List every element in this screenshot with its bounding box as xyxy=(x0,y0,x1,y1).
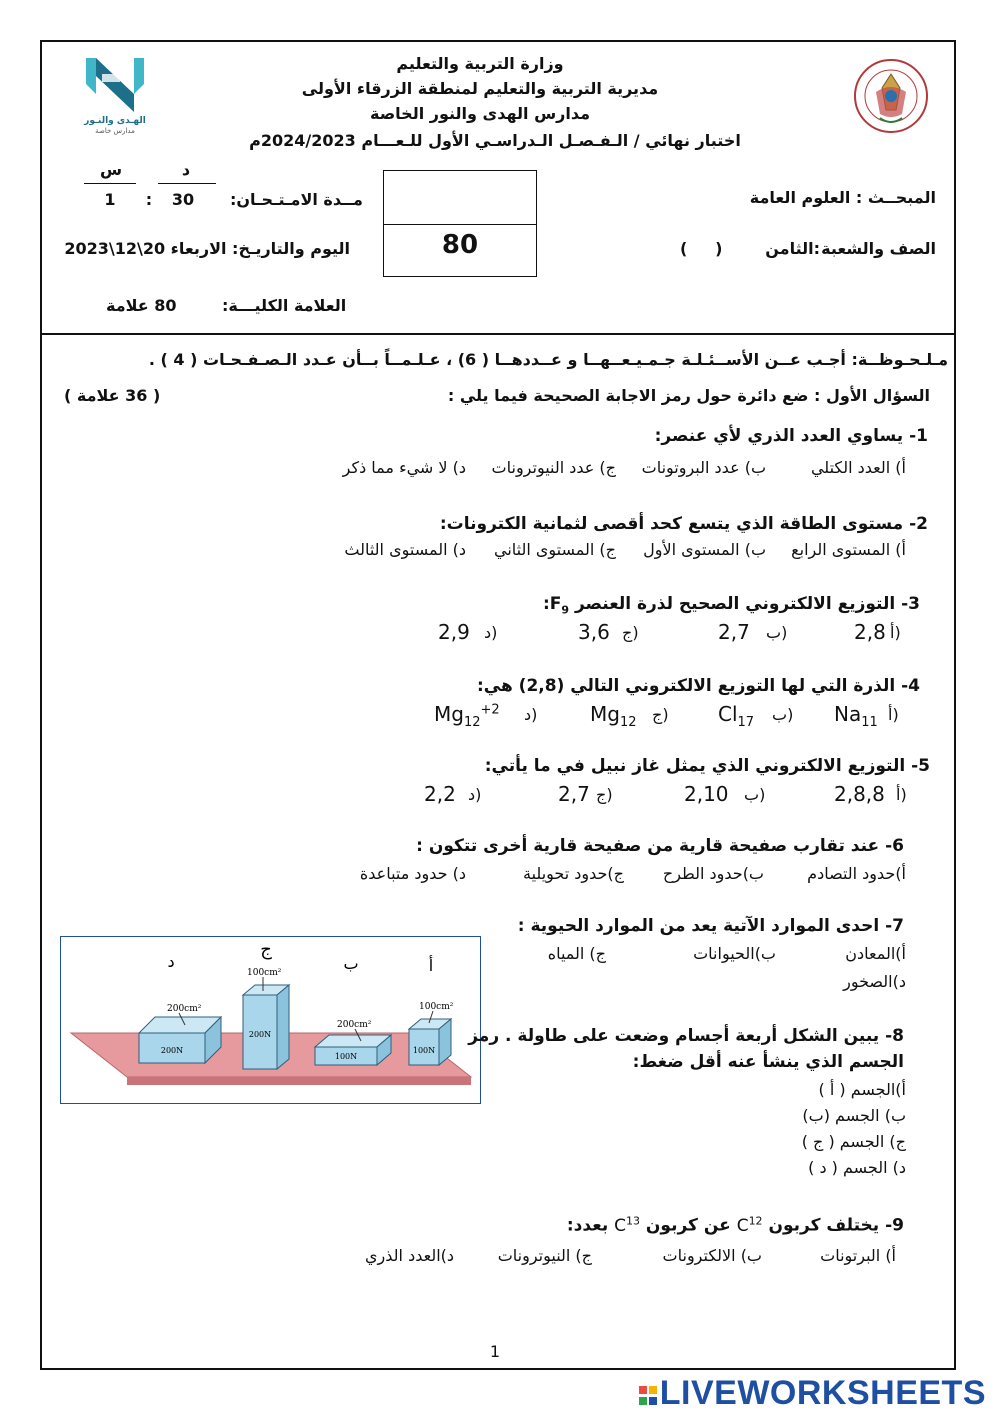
figure-label-b: ب xyxy=(343,954,359,973)
school-title: مدارس الهدى والنور الخاصة xyxy=(370,104,590,123)
ministry-title: وزارة التربية والتعليم xyxy=(396,54,564,73)
pressure-figure xyxy=(60,936,481,1104)
liveworksheets-logo[interactable] xyxy=(638,1374,986,1413)
q9-carbon12 xyxy=(737,1216,763,1236)
subject-label: المبحــث : العلوم العامة xyxy=(749,188,936,207)
q9-c13-symbol: C xyxy=(614,1215,626,1236)
area-a: 100cm² xyxy=(419,1002,454,1012)
q3-element xyxy=(549,594,570,617)
q6-title: 6- عند تقارب صفيحة قارية من صفيحة قارية أخرى تتكون : xyxy=(416,836,904,856)
q3-element-symbol: F xyxy=(549,594,562,614)
q8-option-d[interactable]: د) الجسم ( د ) xyxy=(808,1158,906,1177)
minutes-value: 30 xyxy=(171,190,195,209)
q4-a-symbol: Na xyxy=(834,702,862,726)
q9-title-start: 9- يختلف كربون xyxy=(762,1215,904,1236)
class-label: الصف والشعبة xyxy=(821,239,936,258)
figure-label-d: د xyxy=(167,952,175,971)
q9-c12-mass: 12 xyxy=(748,1214,763,1227)
q5-value-c[interactable]: 2,7 xyxy=(558,782,590,806)
q3-value-d[interactable]: 2,9 xyxy=(438,620,470,644)
q9-option-b[interactable]: ب) الالكترونات xyxy=(662,1246,762,1265)
q4-a-number: 11 xyxy=(861,715,878,730)
q1-option-a[interactable]: أ) العدد الكتلي xyxy=(810,458,906,477)
score-box-divider xyxy=(383,224,537,225)
area-b: 200cm² xyxy=(337,1020,372,1030)
q9-title-mid: عن كربون xyxy=(640,1215,737,1236)
q2-title: 2- مستوى الطاقة الذي يتسع كحد أقصى لثمانية الكترونات: xyxy=(439,514,928,534)
q3-label-b: ب) xyxy=(766,623,788,642)
q3-label-d: د) xyxy=(484,623,498,642)
section1-title: السؤال الأول : ضع دائرة حول رمز الاجابة الصحيحة فيما يلي : xyxy=(447,386,930,405)
q6-option-c[interactable]: ج)حدود تحويلية xyxy=(523,864,624,883)
q5-value-b[interactable]: 2,10 xyxy=(684,782,729,806)
q4-d-symbol: Mg xyxy=(434,702,464,726)
q4-d-number: 12 xyxy=(463,715,481,730)
brand-grid-icon xyxy=(638,1384,660,1406)
q1-option-d[interactable]: د) لا شيء مما ذكر xyxy=(342,458,466,477)
q8-title: 8- يبين الشكل أربعة أجسام وضعت على طاولة . رمز xyxy=(468,1026,904,1046)
q4-d-charge: +2 xyxy=(480,702,500,718)
figure-label-c: ج xyxy=(260,939,272,960)
area-c: 100cm² xyxy=(247,968,282,978)
school-logo-text: الهـدى والنـور xyxy=(84,116,146,126)
page-number: 1 xyxy=(489,1342,501,1361)
box-c xyxy=(243,985,289,1069)
q7-option-c[interactable]: ج) المياه xyxy=(547,944,606,963)
q4-label-b: ب) xyxy=(772,705,794,724)
hours-value: 1 xyxy=(104,190,116,209)
q5-value-d[interactable]: 2,2 xyxy=(424,782,456,806)
weight-c: 200N xyxy=(248,1030,272,1039)
minutes-rule xyxy=(158,183,216,184)
q3-value-a[interactable]: 2,8 xyxy=(854,620,886,644)
q9-option-c[interactable]: ج) النيوترونات xyxy=(497,1246,592,1265)
hours-heading: س xyxy=(100,160,123,179)
q4-label-a: أ) xyxy=(888,705,899,724)
q1-option-c[interactable]: ج) عدد النيوترونات xyxy=(491,458,616,477)
class-value: :الثامن xyxy=(765,239,820,258)
weight-b: 100N xyxy=(334,1052,358,1061)
q4-label-c: ج) xyxy=(652,705,669,724)
area-d: 200cm² xyxy=(167,1004,202,1014)
q7-option-a[interactable]: أ)المعادن xyxy=(845,944,906,963)
total-label: العلامة الكليـــة: xyxy=(222,296,347,315)
q4-b-symbol: Cl xyxy=(718,702,738,726)
q9-c13-mass: 13 xyxy=(626,1214,640,1227)
hours-rule xyxy=(84,183,136,184)
date-label: اليوم والتاريـخ: الاربعاء 20\12\2023 xyxy=(64,239,350,258)
weight-a: 100N xyxy=(412,1046,436,1055)
q9-option-a[interactable]: أ) البرتونات xyxy=(820,1246,896,1265)
figure-label-a: أ xyxy=(428,956,434,975)
q8-option-b[interactable]: ب) الجسم (ب) xyxy=(802,1106,906,1125)
q8-option-a[interactable]: أ)الجسم ( أ ) xyxy=(818,1080,906,1099)
q4-b-number: 17 xyxy=(737,715,755,730)
q4-option-c[interactable] xyxy=(590,702,637,730)
q3-element-number: 9 xyxy=(561,603,570,617)
time-colon: : xyxy=(145,190,153,209)
school-logo-subtext: مدارس خاصة xyxy=(95,127,135,135)
pressure-figure-svg xyxy=(61,937,479,1102)
q1-title: 1- يساوي العدد الذري لأي عنصر: xyxy=(654,426,928,446)
q7-title: 7- احدى الموارد الآتية يعد من الموارد الحيوية : xyxy=(517,916,904,936)
q4-label-d: د) xyxy=(524,705,538,724)
q5-label-c: ج) xyxy=(596,785,613,804)
weight-d: 200N xyxy=(160,1046,184,1055)
brand-name: LIVEWORKSHEETS xyxy=(659,1374,986,1412)
table-edge xyxy=(127,1077,471,1085)
ministry-emblem-icon xyxy=(852,54,930,140)
q3-title-colon: : xyxy=(542,594,550,614)
q5-title: 5- التوزيع الالكتروني الذي يمثل غاز نبيل في ما يأتي: xyxy=(484,756,930,776)
q3-value-b[interactable]: 2,7 xyxy=(718,620,750,644)
q3-title xyxy=(543,594,920,616)
box-d xyxy=(139,1017,221,1063)
q1-option-b[interactable]: ب) عدد البروتونات xyxy=(641,458,766,477)
q5-value-a[interactable]: 2,8,8 xyxy=(834,782,885,806)
q6-option-d[interactable]: د) حدود متباعدة xyxy=(359,864,466,883)
q4-c-symbol: Mg xyxy=(590,702,620,726)
q8-title-line2: الجسم الذي ينشأ عنه أقل ضغط: xyxy=(632,1052,904,1072)
q3-label-a: أ) xyxy=(890,623,901,642)
q2-option-b[interactable]: ب) المستوى الأول xyxy=(643,540,766,559)
total-value: 80 علامة xyxy=(106,296,177,315)
q2-option-c[interactable]: ج) المستوى الثاني xyxy=(493,540,616,559)
q9-carbon13 xyxy=(614,1216,640,1236)
section-blank: ( ) xyxy=(680,239,723,258)
box-a xyxy=(409,1019,451,1065)
q4-c-number: 12 xyxy=(619,715,637,730)
q5-label-a: أ) xyxy=(896,785,907,804)
q9-title-end: بعدد: xyxy=(566,1215,615,1236)
score-value: 80 xyxy=(441,230,479,260)
q3-title-text: 3- التوزيع الالكتروني الصحيح لذرة العنصر xyxy=(569,594,920,614)
q9-option-d[interactable]: د)العدد الذري xyxy=(365,1246,454,1265)
q9-title xyxy=(567,1214,904,1236)
q7-option-d[interactable]: د)الصخور xyxy=(843,972,906,991)
q6-option-a[interactable]: أ)حدود التصادم xyxy=(807,864,906,883)
q3-value-c[interactable]: 3,6 xyxy=(578,620,610,644)
q3-label-c: ج) xyxy=(622,623,639,642)
q2-option-a[interactable]: أ) المستوى الرابع xyxy=(791,540,906,559)
section1-marks: ( 36 علامة ) xyxy=(64,386,161,405)
q5-label-d: د) xyxy=(468,785,482,804)
q4-option-b[interactable] xyxy=(718,702,754,730)
minutes-heading: د xyxy=(181,160,191,179)
q2-option-d[interactable]: د) المستوى الثالث xyxy=(344,540,466,559)
exam-note: مـلـحـوظــة: أجـب عــن الأســئـلـة جـمـيـعــهــا و عــددهــا ( 6) ، عـلـمــاً بــأن عـدد الـصـفـحـات ( 4 ) . xyxy=(148,350,948,369)
q4-option-d[interactable] xyxy=(434,702,500,730)
directorate-title: مديرية التربية والتعليم لمنطقة الزرقاء الأولى xyxy=(301,79,659,98)
q5-label-b: ب) xyxy=(744,785,766,804)
q7-option-b[interactable]: ب)الحيوانات xyxy=(693,944,776,963)
header-divider xyxy=(40,333,956,335)
q4-title: 4- الذرة التي لها التوزيع الالكتروني التالي (2,8) هي: xyxy=(476,676,920,696)
exam-title: اختبار نهائي / الـفـصـل الـدراسـي الأول للـعـــام 2024/2023م xyxy=(249,131,741,150)
q9-c12-symbol: C xyxy=(736,1215,749,1236)
q8-option-c[interactable]: ج) الجسم ( ج ) xyxy=(801,1132,906,1151)
duration-label: مــدة الامـتـحـان: xyxy=(230,190,363,209)
school-logo-icon xyxy=(80,54,150,116)
q6-option-b[interactable]: ب)حدود الطرح xyxy=(662,864,764,883)
q4-option-a[interactable] xyxy=(834,702,878,730)
